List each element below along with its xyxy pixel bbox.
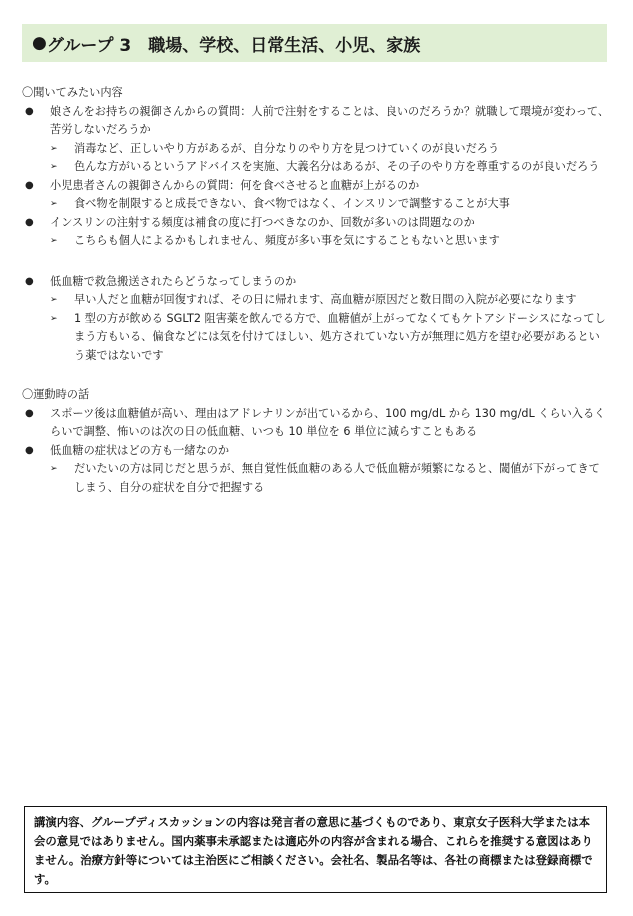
arrow-icon: ➢ bbox=[50, 143, 58, 154]
bullet-icon: ● bbox=[25, 216, 34, 228]
arrow-icon: ➢ bbox=[50, 162, 58, 172]
sub-list-item: ➢ 1 型の方が飲める SGLT2 阻害薬を飲んでる方で、血糖値が上がってなくてもケトアシドーシスになってしまう方もいる、偏食などには気を付けてほしい、処方されていない方が無理に処方を望む必要があるという薬ではないです bbox=[50, 311, 606, 362]
list-item: ● 低血糖の症状はどの方も一緒なのか bbox=[22, 442, 610, 461]
arrow-icon: ➢ bbox=[50, 464, 58, 474]
bullet-icon: ● bbox=[25, 275, 34, 287]
list-item: ● スポーツ後は血糖値が高い、理由はアドレナリンが出ているから、100 mg/dL から 130 mg/dL くらい入るくらいで調整、怖いのは次の日の低血糖、いつも 10 単位を 6 単位に減らすこともある bbox=[25, 406, 606, 438]
disclaimer-box bbox=[24, 806, 607, 893]
section-heading: 〇運動時の話 bbox=[22, 388, 90, 401]
bullet-icon: ● bbox=[25, 179, 34, 191]
arrow-icon: ➢ bbox=[50, 295, 58, 305]
arrow-icon: ➢ bbox=[50, 313, 58, 324]
list-item: ● インスリンの注射する頻度は補食の度に打つべきなのか、回数が多いのは問題なのか bbox=[22, 214, 610, 233]
sub-list-item: ➢ 食べ物を制限すると成長できない、食べ物ではなく、インスリンで調整することが大事 bbox=[22, 195, 610, 214]
list-item: ● 小児患者さんの親御さんからの質問：何を食べさせると血糖が上がるのか bbox=[22, 177, 610, 196]
arrow-icon: ➢ bbox=[50, 199, 58, 209]
page-title: グループ 3 職場、学校、日常生活、小児、家族 bbox=[46, 35, 421, 56]
bullet-icon: ● bbox=[25, 444, 34, 456]
discussion-content bbox=[22, 84, 610, 497]
sub-list-item: ➢ だいたいの方は同じだと思うが、無自覚性低血糖のある人で低血糖が頻繁になると、閾値が下がってきてしまう、自分の症状を自分で把握する bbox=[50, 462, 600, 494]
title-bullet: ● bbox=[32, 33, 47, 53]
disclaimer-text: 講演内容、グループディスカッションの内容は発言者の意思に基づくものであり、東京女子医科大学または本会の意見ではありません。国内薬事未承認または適応外の内容が含まれる場合、これらを推奨する意図はありません。治療方針等については主治医にご相談ください。会社名、製品名等は、各社の商標または登録商標です。 bbox=[34, 815, 593, 886]
group-title-banner bbox=[22, 24, 607, 62]
list-item: ● 低血糖で救急搬送されたらどうなってしまうのか bbox=[22, 273, 610, 292]
sub-list-item: ➢ 色んな方がいるというアドバイスを実施、大義名分はあるが、その子のやり方を尊重するのが良いだろう bbox=[22, 158, 610, 177]
bullet-icon: ● bbox=[25, 105, 34, 117]
section-heading: 〇聞いてみたい内容 bbox=[22, 86, 123, 99]
arrow-icon: ➢ bbox=[50, 236, 58, 246]
sub-list-item: ➢ こちらも個人によるかもしれません、頻度が多い事を気にすることもないと思います bbox=[22, 232, 610, 251]
sub-list-item: ➢ 消毒など、正しいやり方があるが、自分なりのやり方を見つけていくのが良いだろう bbox=[22, 140, 610, 159]
sub-list-item: ➢ 早い人だと血糖が回復すれば、その日に帰れます、高血糖が原因だと数日間の入院が必要になります bbox=[22, 291, 610, 310]
bullet-icon: ● bbox=[25, 407, 34, 419]
list-item: ● 娘さんをお持ちの親御さんからの質問：人前で注射をすることは、良いのだろうか？就職して環境が変わって、苦労しないだろうか bbox=[25, 104, 610, 136]
